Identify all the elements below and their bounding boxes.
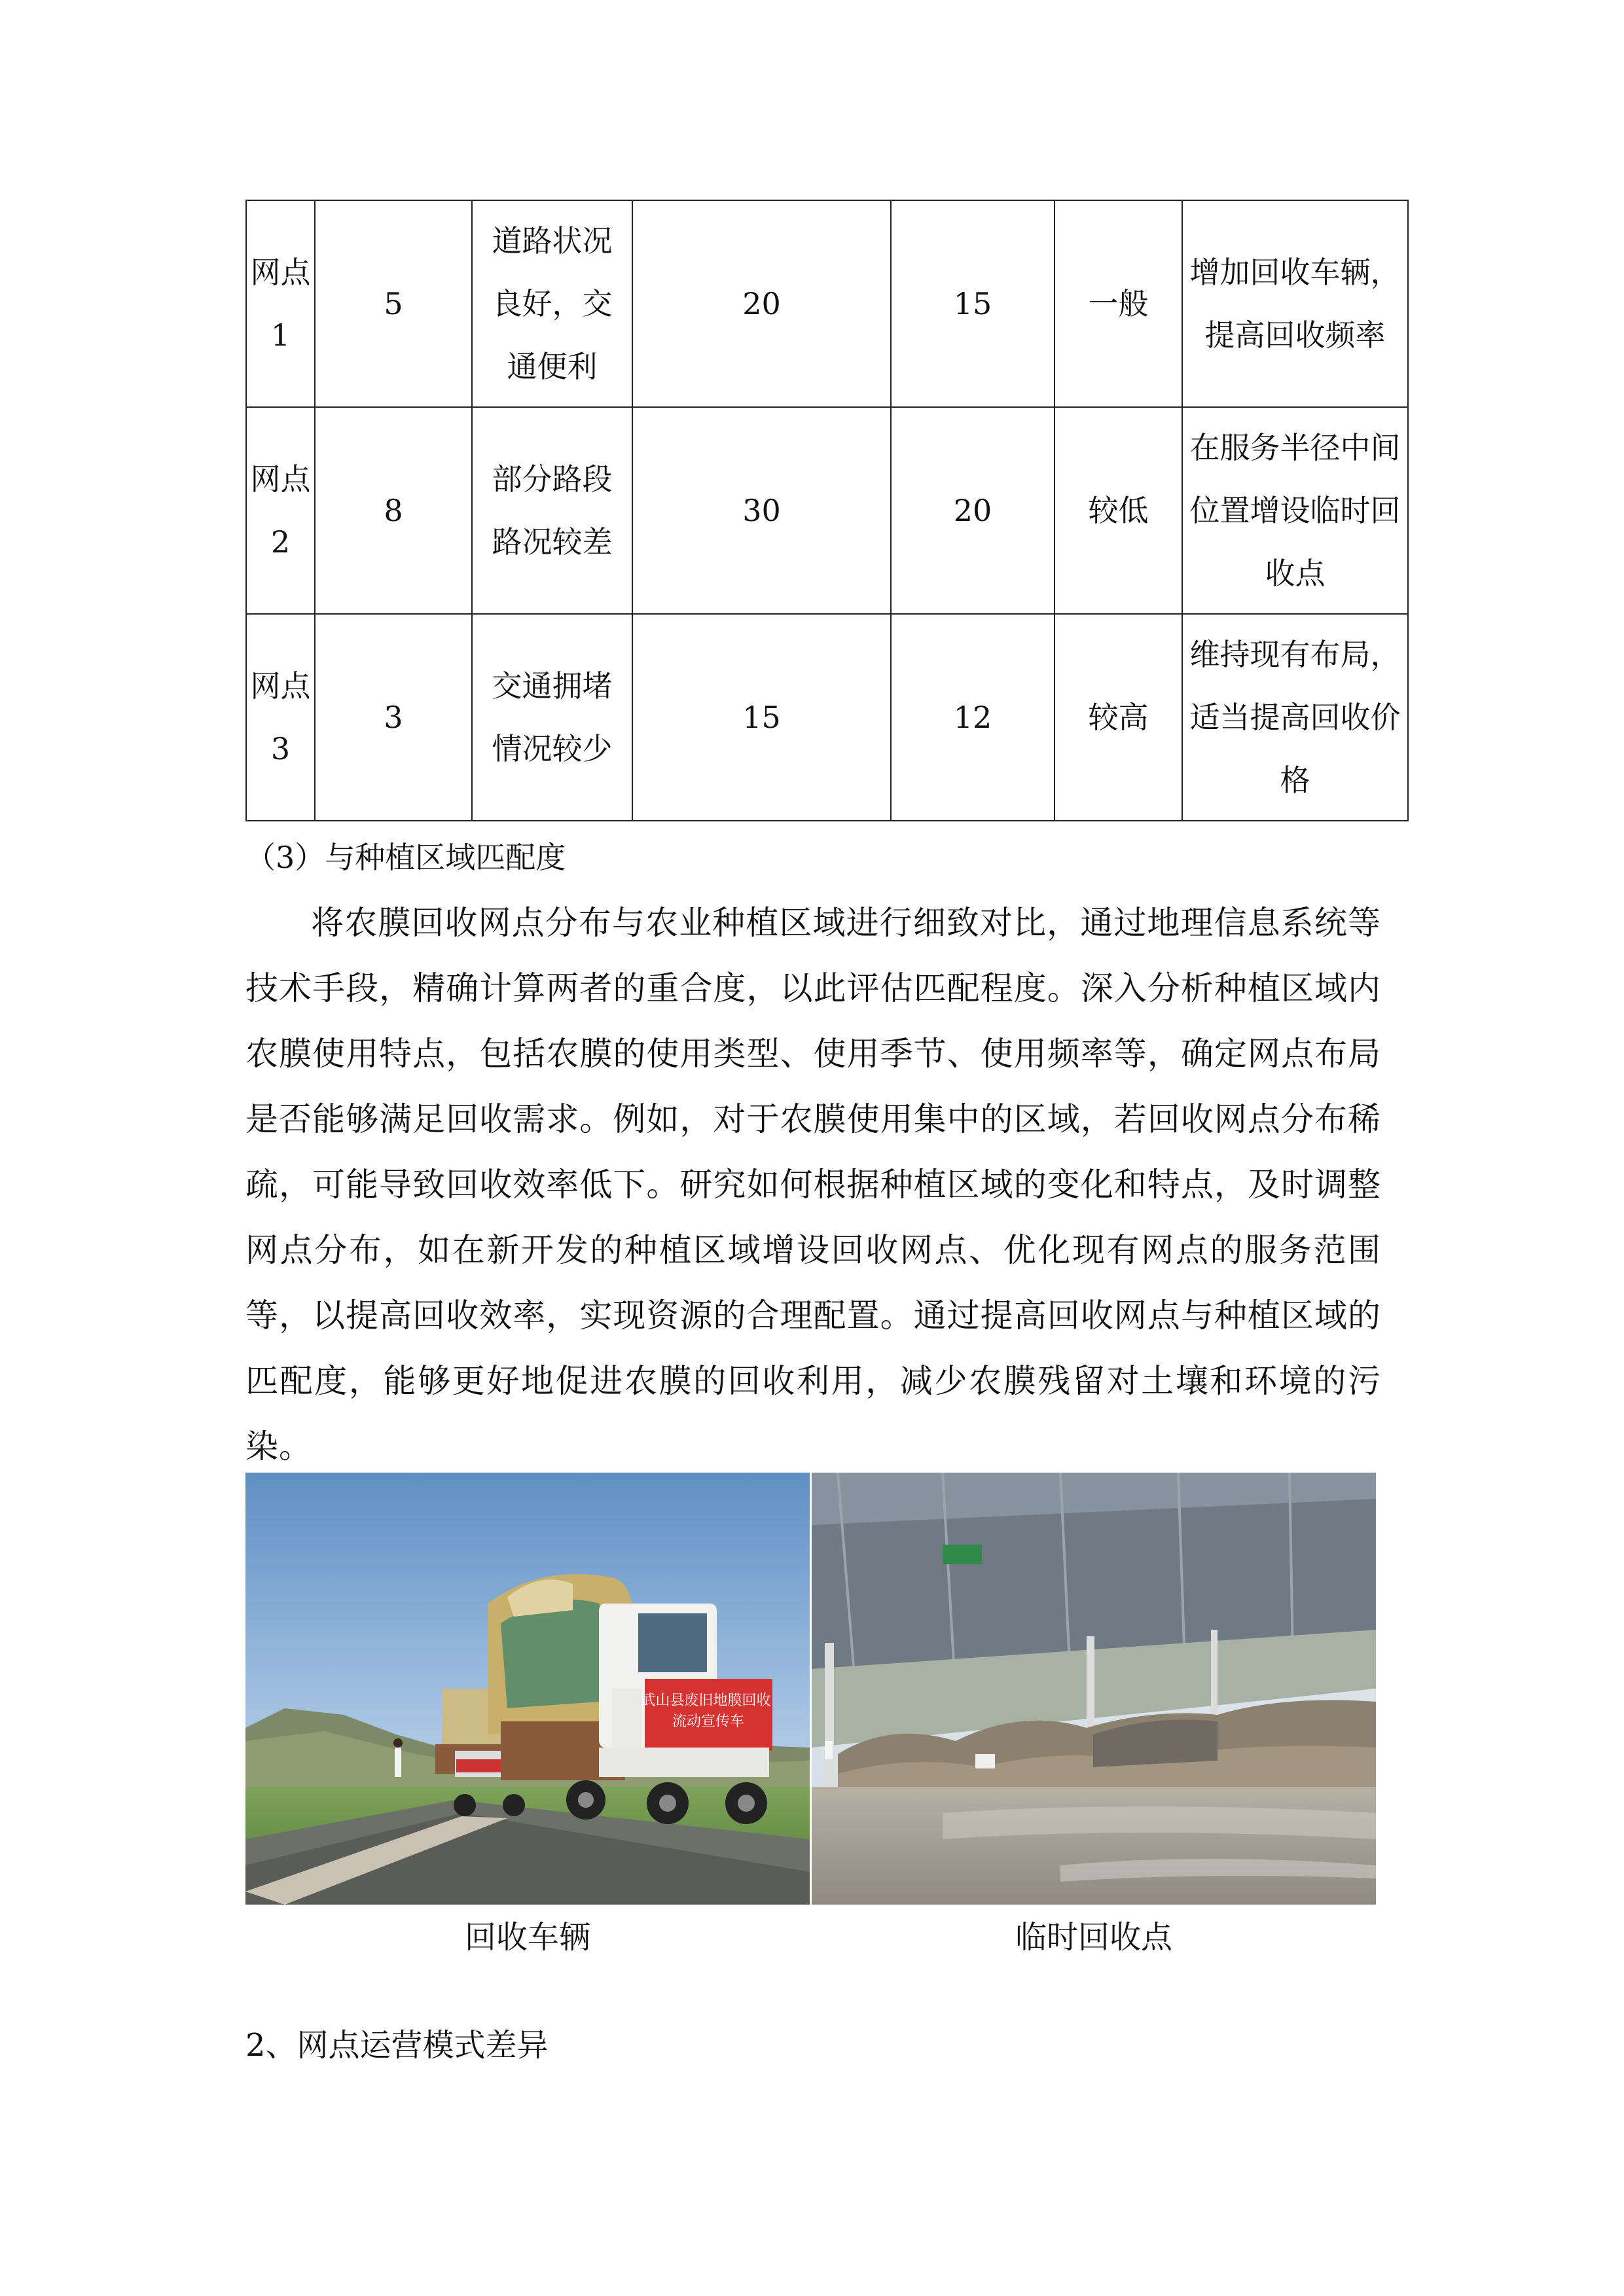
truck-banner-line2: 流动宣传车 bbox=[672, 1713, 745, 1730]
table-cell-point: 网点3 bbox=[250, 668, 311, 766]
figure-caption-left: 回收车辆 bbox=[464, 1919, 590, 1956]
table-row bbox=[246, 407, 1408, 614]
table-cell-road: 交通拥堵情况较少 bbox=[492, 668, 613, 766]
section-heading-2: 2、网点运营模式差异 bbox=[245, 2027, 549, 2064]
table-cell-suggestion: 增加回收车辆，提高回收频率 bbox=[1189, 255, 1401, 353]
temporary-collection-point-photo bbox=[812, 1473, 1376, 1905]
table-cell-level: 较低 bbox=[1088, 493, 1149, 528]
table-cell-road: 部分路段路况较差 bbox=[492, 461, 613, 560]
body-paragraph: 将农膜回收网点分布与农业种植区域进行细致对比，通过地理信息系统等技术手段，精确计算两者的重合度，以此评估匹配程度。深入分析种植区域内农膜使用特点，包括农膜的使用类型、使用季节、使用频率等，确定网点布局是否能够满足回收需求。例如，对于农膜使用集中的区域，若回收网点分布稀疏，可能导致回收效率低下。研究如何根据种植区域的变化和特点，及时调整网点分布，如在新开发的种植区域增设回收网点、优化现有网点的服务范围等，以提高回收效率，实现资源的合理配置。通过提高回收网点与种植区域的匹配度，能够更好地促进农膜的回收利用，减少农膜残留对土壤和环境的污染。 bbox=[245, 904, 1381, 1465]
table-cell-level: 一般 bbox=[1088, 286, 1149, 321]
table-cell: 30 bbox=[742, 493, 781, 528]
figure-caption-right: 临时回收点 bbox=[1015, 1919, 1172, 1956]
table-cell: 3 bbox=[384, 700, 403, 735]
table-row bbox=[246, 200, 1408, 407]
table-cell: 8 bbox=[384, 493, 403, 528]
recycling-truck-photo bbox=[245, 1473, 810, 1905]
table-cell-suggestion: 在服务半径中间位置增设临时回收点 bbox=[1189, 430, 1401, 591]
table-cell-point: 网点1 bbox=[250, 255, 311, 353]
table-cell: 20 bbox=[953, 493, 992, 528]
table-cell: 12 bbox=[953, 700, 992, 735]
table-cell: 5 bbox=[384, 286, 403, 321]
table-row bbox=[246, 614, 1408, 821]
table-cell: 15 bbox=[953, 286, 992, 321]
section-heading: （3）与种植区域匹配度 bbox=[245, 840, 566, 875]
truck-banner-line1: 武山县废旧地膜回收 bbox=[641, 1693, 771, 1709]
table-cell-level: 较高 bbox=[1088, 700, 1149, 735]
table-cell: 20 bbox=[742, 286, 781, 321]
table-cell-road: 道路状况良好，交通便利 bbox=[492, 223, 613, 384]
network-point-table bbox=[245, 200, 1409, 821]
table-cell-suggestion: 维持现有布局，适当提高回收价格 bbox=[1189, 637, 1401, 798]
table-cell-point: 网点2 bbox=[250, 461, 311, 560]
table-cell: 15 bbox=[742, 700, 781, 735]
